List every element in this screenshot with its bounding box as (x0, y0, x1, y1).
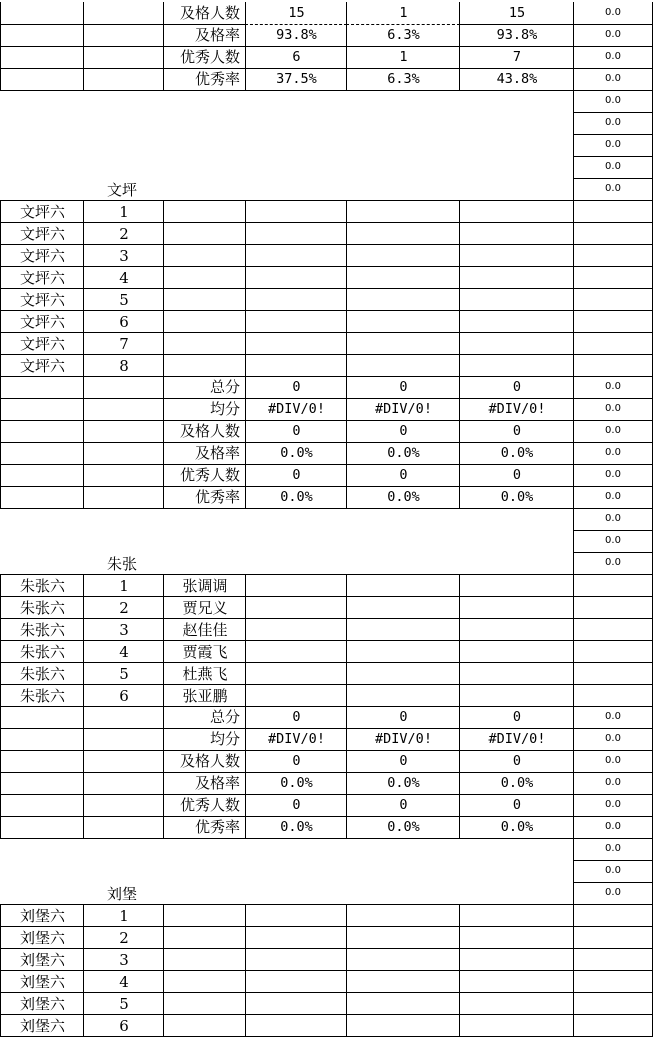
side-value[interactable]: 0.0 (573, 2, 653, 25)
side-value[interactable]: 0.0 (573, 728, 653, 751)
empty-cell[interactable] (0, 750, 84, 773)
stat-row-value-c[interactable]: #DIV/0! (459, 728, 574, 751)
student-number[interactable]: 6 (83, 310, 164, 333)
score-cell[interactable] (346, 970, 460, 993)
score-cell[interactable] (459, 926, 574, 949)
score-cell[interactable] (346, 662, 460, 685)
top-stat-row-value-b[interactable]: 6.3% (346, 24, 460, 47)
side-cell[interactable] (573, 200, 653, 223)
empty-cell[interactable] (0, 24, 84, 47)
top-stat-row-value-b[interactable]: 1 (346, 46, 460, 69)
score-cell[interactable] (346, 926, 460, 949)
score-cell[interactable] (245, 926, 347, 949)
score-cell[interactable] (245, 310, 347, 333)
score-cell[interactable] (245, 288, 347, 311)
student-name[interactable]: 贾兄义 (163, 596, 246, 619)
score-cell[interactable] (459, 662, 574, 685)
school-cell[interactable]: 文坪六 (0, 310, 84, 333)
empty-cell[interactable] (0, 398, 84, 421)
school-cell[interactable]: 刘堡六 (0, 926, 84, 949)
empty-cell[interactable] (83, 442, 164, 465)
side-value[interactable]: 0.0 (573, 860, 653, 883)
top-stat-row-label[interactable]: 优秀人数 (163, 46, 246, 69)
score-cell[interactable] (245, 640, 347, 663)
score-cell[interactable] (346, 684, 460, 707)
school-cell[interactable]: 朱张六 (0, 684, 84, 707)
student-name[interactable] (163, 992, 246, 1015)
top-stat-row-value-c[interactable]: 7 (459, 46, 574, 69)
empty-cell[interactable] (0, 442, 84, 465)
stat-row-value-b[interactable]: 0 (346, 794, 460, 817)
empty-cell[interactable] (83, 728, 164, 751)
stat-row-value-c[interactable]: 0 (459, 420, 574, 443)
side-cell[interactable] (573, 1014, 653, 1037)
side-value[interactable]: 0.0 (573, 420, 653, 443)
student-number[interactable]: 5 (83, 288, 164, 311)
stat-row-value-c[interactable]: 0 (459, 750, 574, 773)
stat-row-value-c[interactable]: 0.0% (459, 486, 574, 509)
score-cell[interactable] (346, 574, 460, 597)
empty-cell[interactable] (83, 68, 164, 91)
stat-row-value-a[interactable]: 0 (245, 464, 347, 487)
score-cell[interactable] (346, 354, 460, 377)
side-cell[interactable] (573, 618, 653, 641)
stat-row-value-c[interactable]: 0 (459, 794, 574, 817)
side-cell[interactable] (573, 310, 653, 333)
school-cell[interactable]: 刘堡六 (0, 992, 84, 1015)
side-cell[interactable] (573, 244, 653, 267)
side-value[interactable]: 0.0 (573, 882, 653, 905)
top-stat-row-value-a[interactable]: 37.5% (245, 68, 347, 91)
score-cell[interactable] (459, 948, 574, 971)
student-name[interactable]: 贾霞飞 (163, 640, 246, 663)
top-stat-row-value-a[interactable]: 6 (245, 46, 347, 69)
stat-row-value-b[interactable]: 0 (346, 706, 460, 729)
stat-row-value-c[interactable]: 0.0% (459, 772, 574, 795)
empty-cell[interactable] (83, 420, 164, 443)
school-cell[interactable]: 刘堡六 (0, 970, 84, 993)
empty-cell[interactable] (0, 772, 84, 795)
score-cell[interactable] (459, 266, 574, 289)
school-cell[interactable]: 文坪六 (0, 332, 84, 355)
student-number[interactable]: 2 (83, 926, 164, 949)
score-cell[interactable] (245, 992, 347, 1015)
score-cell[interactable] (346, 992, 460, 1015)
side-cell[interactable] (573, 222, 653, 245)
empty-cell[interactable] (0, 486, 84, 509)
side-value[interactable]: 0.0 (573, 530, 653, 553)
school-cell[interactable]: 文坪六 (0, 354, 84, 377)
top-stat-row-value-c[interactable]: 93.8% (459, 24, 574, 47)
stat-row-label[interactable]: 及格率 (163, 442, 246, 465)
empty-cell[interactable] (83, 816, 164, 839)
stat-row-value-b[interactable]: 0 (346, 750, 460, 773)
student-number[interactable]: 5 (83, 992, 164, 1015)
side-value[interactable]: 0.0 (573, 178, 653, 201)
side-value[interactable]: 0.0 (573, 772, 653, 795)
stat-row-value-a[interactable]: 0 (245, 420, 347, 443)
score-cell[interactable] (346, 244, 460, 267)
stat-row-label[interactable]: 总分 (163, 376, 246, 399)
school-cell[interactable]: 刘堡六 (0, 948, 84, 971)
empty-cell[interactable] (0, 2, 84, 25)
empty-cell[interactable] (83, 398, 164, 421)
student-number[interactable]: 2 (83, 596, 164, 619)
stat-row-value-c[interactable]: 0 (459, 376, 574, 399)
stat-row-value-a[interactable]: 0 (245, 706, 347, 729)
empty-cell[interactable] (0, 728, 84, 751)
school-cell[interactable]: 文坪六 (0, 288, 84, 311)
student-number[interactable]: 8 (83, 354, 164, 377)
side-value[interactable]: 0.0 (573, 90, 653, 113)
score-cell[interactable] (459, 574, 574, 597)
score-cell[interactable] (459, 244, 574, 267)
side-cell[interactable] (573, 992, 653, 1015)
side-value[interactable]: 0.0 (573, 112, 653, 135)
side-value[interactable]: 0.0 (573, 398, 653, 421)
score-cell[interactable] (459, 332, 574, 355)
top-stat-row-value-b[interactable]: 1 (346, 2, 460, 25)
student-name[interactable] (163, 1014, 246, 1037)
stat-row-value-b[interactable]: 0 (346, 464, 460, 487)
side-value[interactable]: 0.0 (573, 376, 653, 399)
school-cell[interactable]: 文坪六 (0, 200, 84, 223)
empty-cell[interactable] (83, 706, 164, 729)
score-cell[interactable] (459, 970, 574, 993)
empty-cell[interactable] (83, 750, 164, 773)
stat-row-value-a[interactable]: 0.0% (245, 442, 347, 465)
side-cell[interactable] (573, 574, 653, 597)
side-cell[interactable] (573, 332, 653, 355)
side-cell[interactable] (573, 596, 653, 619)
student-name[interactable] (163, 354, 246, 377)
stat-row-label[interactable]: 及格人数 (163, 750, 246, 773)
score-cell[interactable] (245, 354, 347, 377)
stat-row-label[interactable]: 总分 (163, 706, 246, 729)
score-cell[interactable] (459, 200, 574, 223)
score-cell[interactable] (459, 310, 574, 333)
score-cell[interactable] (346, 266, 460, 289)
stat-row-value-a[interactable]: 0.0% (245, 772, 347, 795)
student-number[interactable]: 7 (83, 332, 164, 355)
score-cell[interactable] (346, 288, 460, 311)
student-name[interactable] (163, 948, 246, 971)
stat-row-label[interactable]: 及格率 (163, 772, 246, 795)
student-name[interactable] (163, 222, 246, 245)
school-cell[interactable]: 朱张六 (0, 618, 84, 641)
side-cell[interactable] (573, 904, 653, 927)
score-cell[interactable] (346, 310, 460, 333)
top-stat-row-value-c[interactable]: 15 (459, 2, 574, 25)
score-cell[interactable] (245, 244, 347, 267)
score-cell[interactable] (459, 1014, 574, 1037)
stat-row-label[interactable]: 优秀人数 (163, 464, 246, 487)
score-cell[interactable] (245, 662, 347, 685)
score-cell[interactable] (459, 684, 574, 707)
side-value[interactable]: 0.0 (573, 816, 653, 839)
stat-row-value-a[interactable]: #DIV/0! (245, 398, 347, 421)
top-stat-row-value-c[interactable]: 43.8% (459, 68, 574, 91)
stat-row-value-a[interactable]: 0 (245, 376, 347, 399)
side-value[interactable]: 0.0 (573, 508, 653, 531)
score-cell[interactable] (346, 332, 460, 355)
side-value[interactable]: 0.0 (573, 464, 653, 487)
student-name[interactable]: 杜燕飞 (163, 662, 246, 685)
side-cell[interactable] (573, 948, 653, 971)
student-number[interactable]: 4 (83, 640, 164, 663)
student-name[interactable] (163, 200, 246, 223)
student-name[interactable]: 张调调 (163, 574, 246, 597)
stat-row-value-b[interactable]: 0.0% (346, 816, 460, 839)
school-cell[interactable]: 朱张六 (0, 662, 84, 685)
empty-cell[interactable] (0, 68, 84, 91)
score-cell[interactable] (459, 288, 574, 311)
empty-cell[interactable] (0, 794, 84, 817)
score-cell[interactable] (459, 618, 574, 641)
top-stat-row-label[interactable]: 优秀率 (163, 68, 246, 91)
side-value[interactable]: 0.0 (573, 750, 653, 773)
school-cell[interactable]: 刘堡六 (0, 904, 84, 927)
score-cell[interactable] (245, 266, 347, 289)
student-name[interactable]: 赵佳佳 (163, 618, 246, 641)
empty-cell[interactable] (0, 816, 84, 839)
student-name[interactable] (163, 266, 246, 289)
stat-row-value-b[interactable]: #DIV/0! (346, 398, 460, 421)
score-cell[interactable] (346, 640, 460, 663)
top-stat-row-value-a[interactable]: 93.8% (245, 24, 347, 47)
stat-row-label[interactable]: 及格人数 (163, 420, 246, 443)
side-value[interactable]: 0.0 (573, 24, 653, 47)
score-cell[interactable] (245, 948, 347, 971)
student-number[interactable]: 4 (83, 266, 164, 289)
stat-row-value-c[interactable]: 0 (459, 464, 574, 487)
score-cell[interactable] (245, 574, 347, 597)
score-cell[interactable] (245, 200, 347, 223)
school-cell[interactable]: 朱张六 (0, 640, 84, 663)
side-value[interactable]: 0.0 (573, 838, 653, 861)
empty-cell[interactable] (0, 464, 84, 487)
group-title[interactable]: 刘堡 (107, 884, 138, 903)
side-cell[interactable] (573, 926, 653, 949)
stat-row-label[interactable]: 均分 (163, 728, 246, 751)
score-cell[interactable] (459, 904, 574, 927)
score-cell[interactable] (346, 904, 460, 927)
group-title[interactable]: 文坪 (107, 180, 138, 199)
stat-row-value-b[interactable]: 0 (346, 420, 460, 443)
empty-cell[interactable] (83, 794, 164, 817)
school-cell[interactable]: 朱张六 (0, 574, 84, 597)
empty-cell[interactable] (0, 376, 84, 399)
side-value[interactable]: 0.0 (573, 442, 653, 465)
side-value[interactable]: 0.0 (573, 552, 653, 575)
side-value[interactable]: 0.0 (573, 134, 653, 157)
side-value[interactable]: 0.0 (573, 794, 653, 817)
empty-cell[interactable] (0, 46, 84, 69)
stat-row-value-a[interactable]: 0.0% (245, 486, 347, 509)
score-cell[interactable] (245, 596, 347, 619)
school-cell[interactable]: 文坪六 (0, 266, 84, 289)
stat-row-label[interactable]: 优秀人数 (163, 794, 246, 817)
student-number[interactable]: 3 (83, 948, 164, 971)
student-name[interactable] (163, 970, 246, 993)
student-number[interactable]: 1 (83, 904, 164, 927)
school-cell[interactable]: 文坪六 (0, 244, 84, 267)
score-cell[interactable] (459, 354, 574, 377)
empty-cell[interactable] (83, 376, 164, 399)
side-cell[interactable] (573, 288, 653, 311)
score-cell[interactable] (346, 1014, 460, 1037)
side-cell[interactable] (573, 266, 653, 289)
stat-row-label[interactable]: 优秀率 (163, 486, 246, 509)
student-name[interactable] (163, 904, 246, 927)
student-name[interactable] (163, 310, 246, 333)
stat-row-value-b[interactable]: 0.0% (346, 486, 460, 509)
score-cell[interactable] (346, 200, 460, 223)
stat-row-value-b[interactable]: 0 (346, 376, 460, 399)
empty-cell[interactable] (83, 772, 164, 795)
student-number[interactable]: 2 (83, 222, 164, 245)
score-cell[interactable] (346, 222, 460, 245)
student-number[interactable]: 4 (83, 970, 164, 993)
group-title[interactable]: 朱张 (107, 554, 138, 573)
score-cell[interactable] (459, 992, 574, 1015)
stat-row-value-c[interactable]: 0 (459, 706, 574, 729)
score-cell[interactable] (245, 970, 347, 993)
top-stat-row-label[interactable]: 及格率 (163, 24, 246, 47)
stat-row-value-c[interactable]: 0.0% (459, 816, 574, 839)
empty-cell[interactable] (83, 24, 164, 47)
side-cell[interactable] (573, 640, 653, 663)
side-cell[interactable] (573, 354, 653, 377)
empty-cell[interactable] (0, 420, 84, 443)
student-number[interactable]: 1 (83, 574, 164, 597)
student-name[interactable] (163, 926, 246, 949)
side-value[interactable]: 0.0 (573, 46, 653, 69)
score-cell[interactable] (459, 222, 574, 245)
empty-cell[interactable] (83, 46, 164, 69)
score-cell[interactable] (245, 332, 347, 355)
school-cell[interactable]: 朱张六 (0, 596, 84, 619)
score-cell[interactable] (245, 618, 347, 641)
score-cell[interactable] (459, 596, 574, 619)
student-number[interactable]: 6 (83, 1014, 164, 1037)
stat-row-value-a[interactable]: 0 (245, 750, 347, 773)
school-cell[interactable]: 刘堡六 (0, 1014, 84, 1037)
empty-cell[interactable] (83, 486, 164, 509)
stat-row-value-a[interactable]: 0.0% (245, 816, 347, 839)
empty-cell[interactable] (83, 464, 164, 487)
student-name[interactable] (163, 244, 246, 267)
score-cell[interactable] (459, 640, 574, 663)
score-cell[interactable] (346, 596, 460, 619)
score-cell[interactable] (245, 684, 347, 707)
stat-row-value-b[interactable]: #DIV/0! (346, 728, 460, 751)
score-cell[interactable] (245, 904, 347, 927)
side-value[interactable]: 0.0 (573, 706, 653, 729)
student-number[interactable]: 5 (83, 662, 164, 685)
student-name[interactable] (163, 288, 246, 311)
side-cell[interactable] (573, 662, 653, 685)
top-stat-row-value-a[interactable]: 15 (245, 2, 347, 25)
stat-row-value-b[interactable]: 0.0% (346, 772, 460, 795)
score-cell[interactable] (346, 618, 460, 641)
student-number[interactable]: 1 (83, 200, 164, 223)
student-number[interactable]: 6 (83, 684, 164, 707)
stat-row-value-a[interactable]: #DIV/0! (245, 728, 347, 751)
stat-row-value-c[interactable]: 0.0% (459, 442, 574, 465)
side-cell[interactable] (573, 970, 653, 993)
side-value[interactable]: 0.0 (573, 486, 653, 509)
top-stat-row-label[interactable]: 及格人数 (163, 2, 246, 25)
empty-cell[interactable] (83, 2, 164, 25)
stat-row-label[interactable]: 均分 (163, 398, 246, 421)
empty-cell[interactable] (0, 706, 84, 729)
side-value[interactable]: 0.0 (573, 156, 653, 179)
stat-row-label[interactable]: 优秀率 (163, 816, 246, 839)
stat-row-value-c[interactable]: #DIV/0! (459, 398, 574, 421)
score-cell[interactable] (346, 948, 460, 971)
student-name[interactable] (163, 332, 246, 355)
top-stat-row-value-b[interactable]: 6.3% (346, 68, 460, 91)
side-value[interactable]: 0.0 (573, 68, 653, 91)
score-cell[interactable] (245, 1014, 347, 1037)
student-number[interactable]: 3 (83, 618, 164, 641)
stat-row-value-a[interactable]: 0 (245, 794, 347, 817)
side-cell[interactable] (573, 684, 653, 707)
score-cell[interactable] (245, 222, 347, 245)
school-cell[interactable]: 文坪六 (0, 222, 84, 245)
stat-row-value-b[interactable]: 0.0% (346, 442, 460, 465)
student-name[interactable]: 张亚鹏 (163, 684, 246, 707)
student-number[interactable]: 3 (83, 244, 164, 267)
